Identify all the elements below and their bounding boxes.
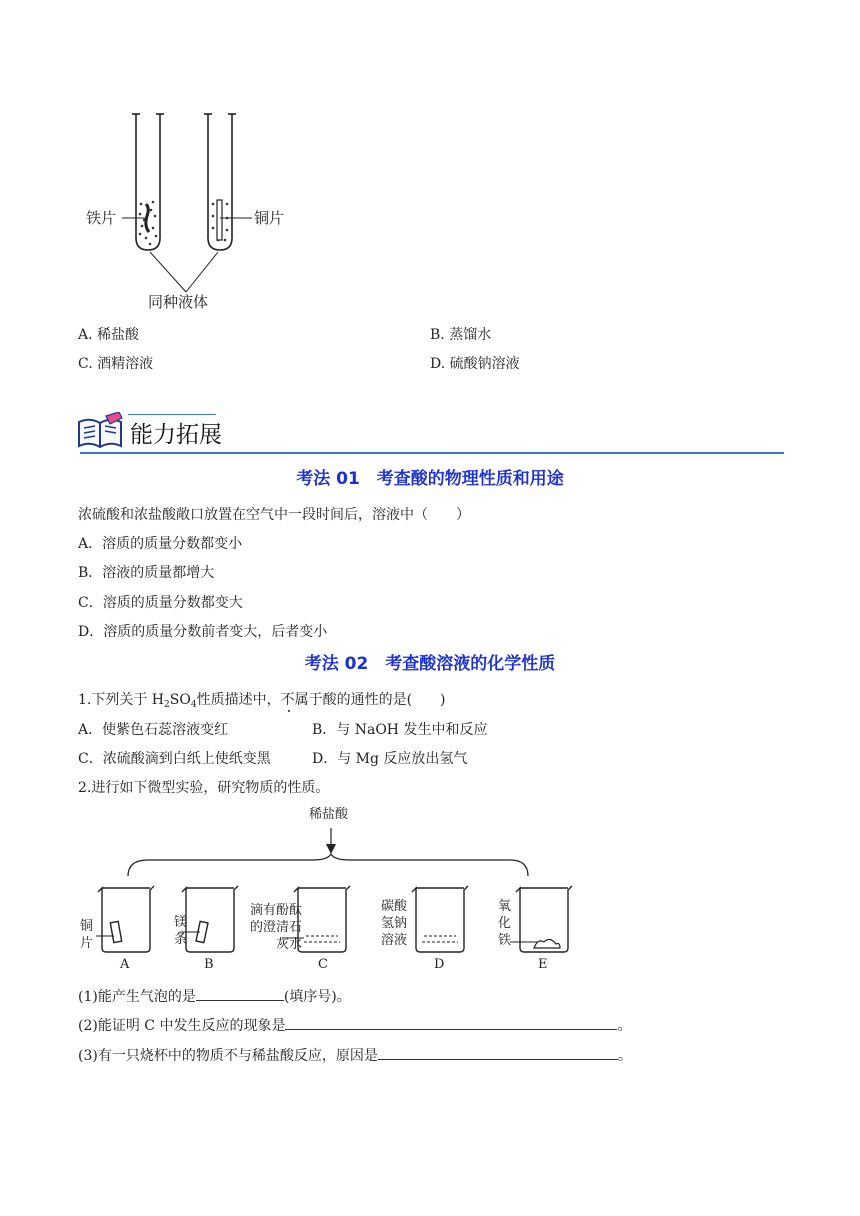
banner-rule xyxy=(80,452,784,454)
method01-option-c: C．溶质的质量分数都变大 xyxy=(78,595,243,611)
beaker-a xyxy=(96,886,154,952)
q1-option-b: B．与 NaOH 发生中和反应 xyxy=(312,722,488,738)
beaker-b-label: 镁 条 xyxy=(174,915,188,947)
method01-stem: 浓硫酸和浓盐酸敞口放置在空气中一段时间后，溶液中（ ） xyxy=(78,507,470,523)
iron-strip xyxy=(146,204,149,232)
q1-option-a: A．使紫色石蕊溶液变红 xyxy=(78,722,229,738)
same-liquid-label: 同种液体 xyxy=(148,293,209,311)
q1-option-c: C．浓硫酸滴到白纸上使纸变黑 xyxy=(78,751,271,767)
q0-option-c: C. 酒精溶液 xyxy=(78,356,154,372)
q2-part3: (3)有一只烧杯中的物质不与稀盐酸反应，原因是 。 xyxy=(78,1045,632,1066)
q0-option-b: B. 蒸馏水 xyxy=(430,327,492,343)
beaker-d-letter: D xyxy=(434,957,445,972)
beaker-e xyxy=(510,886,572,952)
beaker-a-letter: A xyxy=(120,957,130,972)
q1-option-d: D．与 Mg 反应放出氢气 xyxy=(312,751,468,767)
q2-part1: (1)能产生气泡的是 (填序号)。 xyxy=(78,986,351,1007)
method02-heading: 考法 02 考查酸溶液的化学性质 xyxy=(304,654,556,674)
beaker-d-label: 碳酸 氢钠 溶液 xyxy=(381,899,408,948)
method01-option-d: D．溶质的质量分数前者变大，后者变小 xyxy=(78,624,328,640)
curly-brace xyxy=(128,854,528,876)
q0-option-d: D. 硫酸钠溶液 xyxy=(430,356,520,372)
q2-stem: 2.进行如下微型实验，研究物质的性质。 xyxy=(78,780,330,796)
method01-option-a: A．溶质的质量分数都变小 xyxy=(78,536,243,552)
beaker-c-letter: C xyxy=(318,957,328,972)
answer-blank-2[interactable] xyxy=(285,1015,617,1030)
answer-blank-1[interactable] xyxy=(196,986,284,1001)
q0-option-a: A. 稀盐酸 xyxy=(78,327,140,343)
copper-strip xyxy=(217,200,222,240)
book-icon xyxy=(76,412,126,452)
hcl-label: 稀盐酸 xyxy=(309,807,349,822)
q2-part2: (2)能证明 C 中发生反应的现象是 。 xyxy=(78,1015,631,1036)
beaker-b xyxy=(180,886,238,952)
copper-label: 铜片 xyxy=(254,209,285,227)
method01-heading: 考法 01 考查酸的物理性质和用途 xyxy=(296,469,564,489)
beaker-b-letter: B xyxy=(204,957,214,972)
beaker-e-label: 氧 化 铁 xyxy=(498,899,512,948)
beaker-d xyxy=(412,886,468,952)
iron-label: 铁片 xyxy=(86,209,117,227)
section-title: 能力拓展 xyxy=(130,422,222,448)
method01-option-b: B．溶液的质量都增大 xyxy=(78,565,215,581)
beaker-c-label: 滴有酚酞 的澄清石 灰水 xyxy=(249,903,302,952)
banner-top-rule xyxy=(128,414,216,415)
q1-stem: 1.下列关于 $H_2SO_4$性质描述中，不属于酸的通性的是( ) xyxy=(78,692,446,710)
emphasis-not: 不 xyxy=(280,692,295,708)
answer-blank-3[interactable] xyxy=(378,1045,618,1060)
beaker-figure xyxy=(76,802,596,977)
beaker-e-letter: E xyxy=(538,957,548,972)
beaker-a-label: 铜 片 xyxy=(80,919,94,951)
